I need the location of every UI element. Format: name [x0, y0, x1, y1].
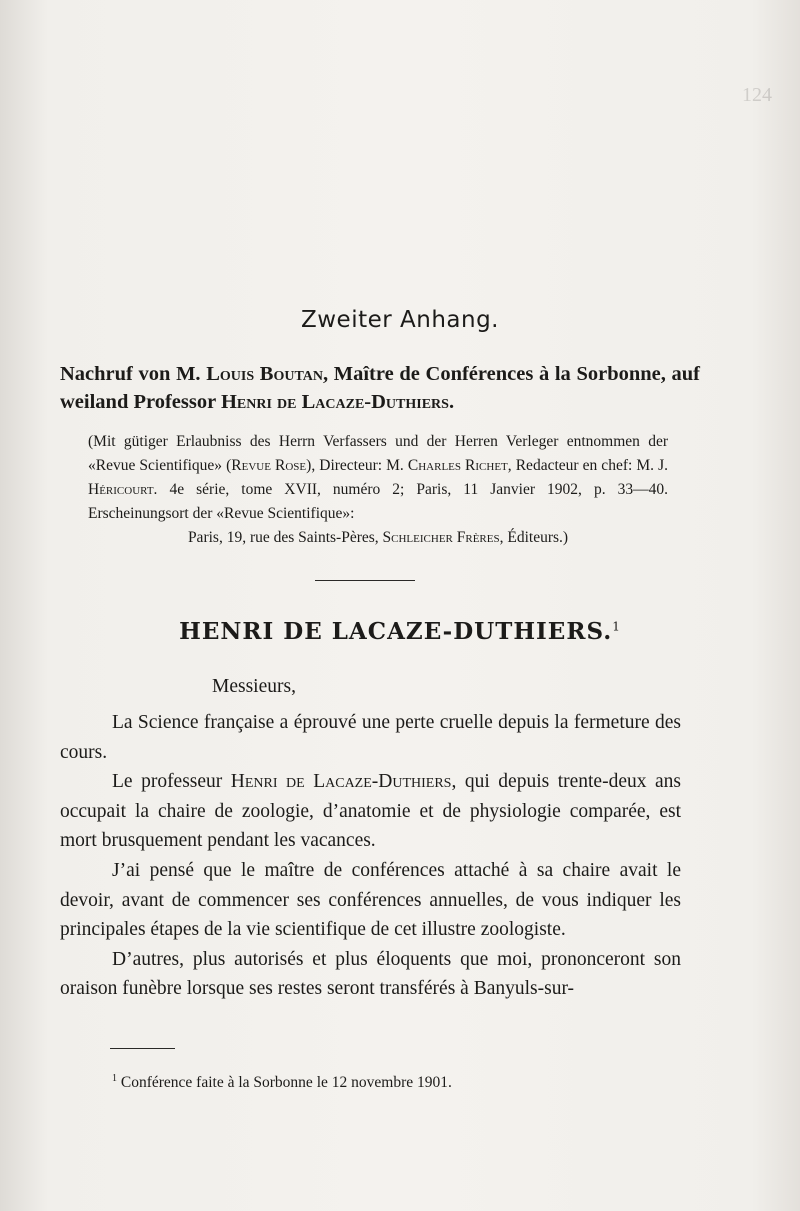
obituary-heading: Nachruf von M. Louis Boutan, Maître de Conférences à la Sorbonne, auf weiland Professor Henri de Lacaze-Duthiers.	[60, 363, 700, 413]
paragraph: La Science française a éprouvé une perte cruelle depuis la fermeture des cours.	[60, 712, 681, 763]
paragraph: J’ai pensé que le maître de conférences attaché à sa chaire avait le devoir, avant de commencer ses conférences annuelles, de vous indiquer les principales étapes de la vie scientifique de cet illustre zoologiste.	[60, 859, 681, 941]
paragraph: D’autres, plus autorisés et plus éloquents que moi, prononceront son oraison funèbre lorsque ses restes seront transférés à Banyuls-sur-	[60, 948, 681, 1000]
paragraph: Le professeur Henri de Lacaze-Duthiers, qui depuis trente-deux ans occupait la chaire de zoologie, d’anatomie et de physiologie comparée, est mort brusquement pendant les vacances.	[60, 771, 681, 852]
subject-name: Henri de Lacaze-Duthiers	[220, 391, 449, 413]
author-name: Louis Boutan	[206, 363, 323, 385]
article-title: HENRI DE LACAZE-DUTHIERS.$^1$	[179, 618, 621, 645]
footnote-reference: 1	[612, 619, 621, 634]
footnote: $^1$ Conférence faite à la Sorbonne le 12 novembre 1901.	[112, 1073, 452, 1092]
source-note: (Mit gütiger Erlaubniss des Herrn Verfassers und der Herren Verleger entnommen der «Revue Scientifique» (Revue Rose), Directeur: M. Charles Richet, Redacteur en chef: M. J. Héricourt. 4e série, tome XVII, numéro 2; Paris, 11 Janvier 1902, p. 33—40. Erscheinungsort der «Revue Scientifique»: Paris, 19, rue des Saints-Pères, Schleicher Frères, Éditeurs.)	[88, 433, 668, 546]
section-divider	[315, 580, 415, 581]
appendix-title: Zweiter Anhang.	[300, 307, 499, 333]
footnote-divider	[110, 1048, 175, 1049]
article-body	[60, 708, 681, 1004]
bleed-through-page-number: 124	[742, 84, 772, 106]
salutation: Messieurs,	[212, 676, 296, 697]
